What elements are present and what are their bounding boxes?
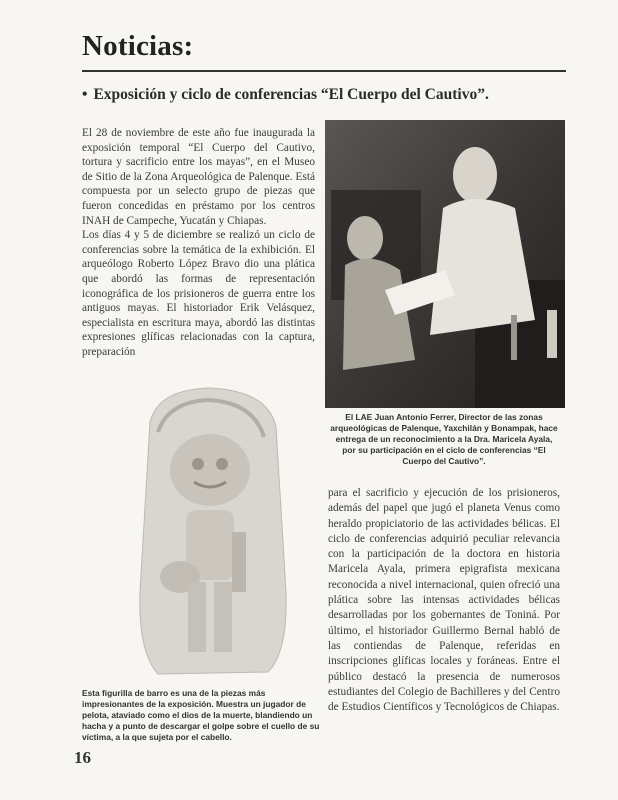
award-photo-image <box>325 120 565 408</box>
left-column <box>82 126 315 360</box>
left-paragraph-1: El 28 de noviembre de este año fue inaugurada la exposición temporal “El Cuerpo del Cautivo, tortura y sacrificio entre los mayas”, en el Museo de Sitio de la Zona Arqueológica de Palenque. Está compuesta por un selecto grupo de piezas que fueron concedidas en préstamo por los centros INAH de Campeche, Yucatán y Chiapas. <box>82 127 315 227</box>
right-paragraph-1: para el sacrificio y ejecución de los prisioneros, además del papel que jugó el planeta Venus como heraldo propiciatorio de las actividades bélicas. El ciclo de conferencias adquirió peculiar relevancia con la participación de la doctora en historia Maricela Ayala, primera epigrafista mexicana reconocida a nivel internacional, quien ofreció una plática sobre las intensas actividades bélicas desarrolladas por los gobernantes de Toniná. Por último, el historiador Guillermo Bernal habló de las contiendas de Palenque, referidas en inscripciones glíficas locales y foráneas. Entre el público destacó la presencia de numerosos estudiantes del Colegio de Bachilleres y del Centro de Estudios Científicos y Tecnológicos de Chiapas. <box>328 487 560 714</box>
section-title: Noticias: <box>82 30 194 62</box>
headline-text: Exposición y ciclo de conferencias “El Cuerpo del Cautivo”. <box>93 86 489 103</box>
figurine-caption: Esta figurilla de barro es una de la piezas más impresionantes de la exposición. Muestra un jugador de pelota, ataviado como el dios de la muerte, blandiendo un hacha y a punto de descargar el golpe sobre el cuello de su víctima, a la que sujeta por el cabello. <box>82 688 320 742</box>
headline-bullet: • <box>82 86 88 103</box>
right-column <box>328 486 560 715</box>
figurine-image <box>128 382 293 680</box>
figurine-photo <box>128 382 293 680</box>
award-photo-caption: El LAE Juan Antonio Ferrer, Director de las zonas arqueológicas de Palenque, Yaxchilán y Bonampak, hace entrega de un reconocimiento a la Dra. Maricela Ayala, por su participación en el ciclo de conferencias “El Cuerpo del Cautivo”. <box>330 412 558 466</box>
title-divider <box>82 70 566 72</box>
left-paragraph-2: Los días 4 y 5 de diciembre se realizó un ciclo de conferencias sobre la temática de la exhibición. El arqueólogo Roberto López Bravo dio una plática que abordó las formas de representación iconográfica de los prisioneros de guerra entre los antiguos mayas. El historiador Erik Velásquez, especialista en escritura maya, abordó las distintas expresiones glíficas relacionadas con la captura, preparación <box>82 229 315 358</box>
page-number: 16 <box>74 748 91 767</box>
award-photo <box>325 120 565 408</box>
article-headline <box>82 86 489 104</box>
